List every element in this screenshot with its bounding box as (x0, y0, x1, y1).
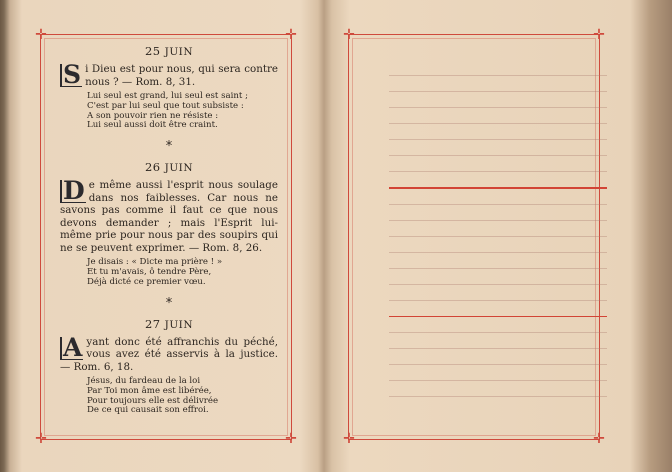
entry-day: 27 (144, 316, 161, 331)
entry-day: 25 (144, 44, 161, 58)
ruled-line (389, 139, 607, 140)
poem-line: De ce qui causait son effroi. (87, 405, 209, 416)
poem-line: Je disais : « Dicte ma prière ! » (87, 257, 223, 268)
separator-star-icon: * (165, 139, 173, 155)
ruled-line (389, 107, 607, 108)
ruled-line (389, 236, 607, 237)
ruled-line (389, 75, 607, 76)
entry-verse (60, 60, 278, 89)
corner-ornament-icon: ✛ (285, 431, 297, 447)
ruled-line (389, 284, 607, 285)
poem-line: A son pouvoir rien ne résiste : (87, 110, 219, 121)
corner-ornament-icon: ✛ (35, 431, 47, 447)
ruled-line (389, 396, 607, 397)
entry-poem (87, 92, 278, 131)
verse-text: yant donc été affranchis du péché, vous avez été asservis à la justice. — Rom. 6, 18. (60, 335, 278, 373)
poem-line: Lui seul est grand, lui seul est saint ; (87, 91, 248, 101)
ruled-line (389, 268, 607, 269)
ruled-line (389, 252, 607, 253)
poem-line: C'est par lui seul que tout subsiste : (87, 100, 244, 111)
corner-ornament-icon: ✛ (285, 27, 297, 43)
corner-ornament-icon: ✛ (35, 27, 47, 43)
entry-poem (87, 258, 278, 287)
ruled-line (389, 364, 607, 365)
corner-ornament-icon: ✛ (343, 27, 355, 43)
devotional-content (60, 42, 278, 416)
verse-text: e même aussi l'esprit nous soulage dans nos faiblesses. Car nous ne savons pas comme il faut ce que nous devons demander ; mais l'Esprit lui-même prie pour nous par des soupirs qui ne se peuvent exprimer. — Rom. 8, 26. (60, 179, 278, 254)
verse-text: i Dieu est pour nous, qui sera contre nous ? — Rom. 8, 31. (85, 63, 278, 88)
entry-poem (87, 377, 278, 416)
entry-date (60, 160, 278, 174)
entry-date (60, 44, 278, 58)
ruled-line (389, 300, 607, 301)
entry-verse (60, 332, 278, 374)
entry-month: JUIN (164, 162, 194, 175)
drop-cap: D (60, 180, 86, 203)
ruled-line (389, 220, 607, 221)
entry-month: JUIN (164, 46, 194, 58)
note-lines (389, 75, 607, 412)
right-page-frame (343, 27, 605, 447)
section-divider-line (389, 187, 607, 189)
drop-cap: S (60, 64, 82, 87)
ruled-line (389, 91, 607, 92)
poem-line: Et tu m'avais, ô tendre Père, (87, 266, 212, 277)
corner-ornament-icon: ✛ (343, 431, 355, 447)
entry-day: 26 (144, 160, 161, 175)
ruled-line (389, 155, 607, 156)
right-page (326, 0, 672, 472)
poem-line: Jésus, du fardeau de la loi (87, 376, 201, 387)
separator-star-icon: * (165, 295, 173, 311)
entry-month: JUIN (164, 318, 194, 331)
entry-verse (60, 176, 278, 254)
poem-line: Par Toi mon âme est libérée, (87, 385, 212, 396)
poem-line: Pour toujours elle est délivrée (87, 395, 219, 406)
poem-line: Déjà dicté ce premier vœu. (87, 276, 206, 287)
poem-line: Lui seul aussi doit être craint. (87, 120, 218, 131)
corner-ornament-icon: ✛ (593, 431, 605, 447)
ruled-line (389, 204, 607, 205)
ruled-line (389, 171, 607, 172)
left-page (0, 0, 322, 472)
drop-cap: A (60, 337, 83, 360)
entry-date (60, 317, 278, 331)
corner-ornament-icon: ✛ (593, 27, 605, 43)
ruled-line (389, 348, 607, 349)
ruled-line (389, 380, 607, 381)
ruled-line (389, 332, 607, 333)
ruled-line (389, 123, 607, 124)
section-divider-line (389, 316, 607, 318)
